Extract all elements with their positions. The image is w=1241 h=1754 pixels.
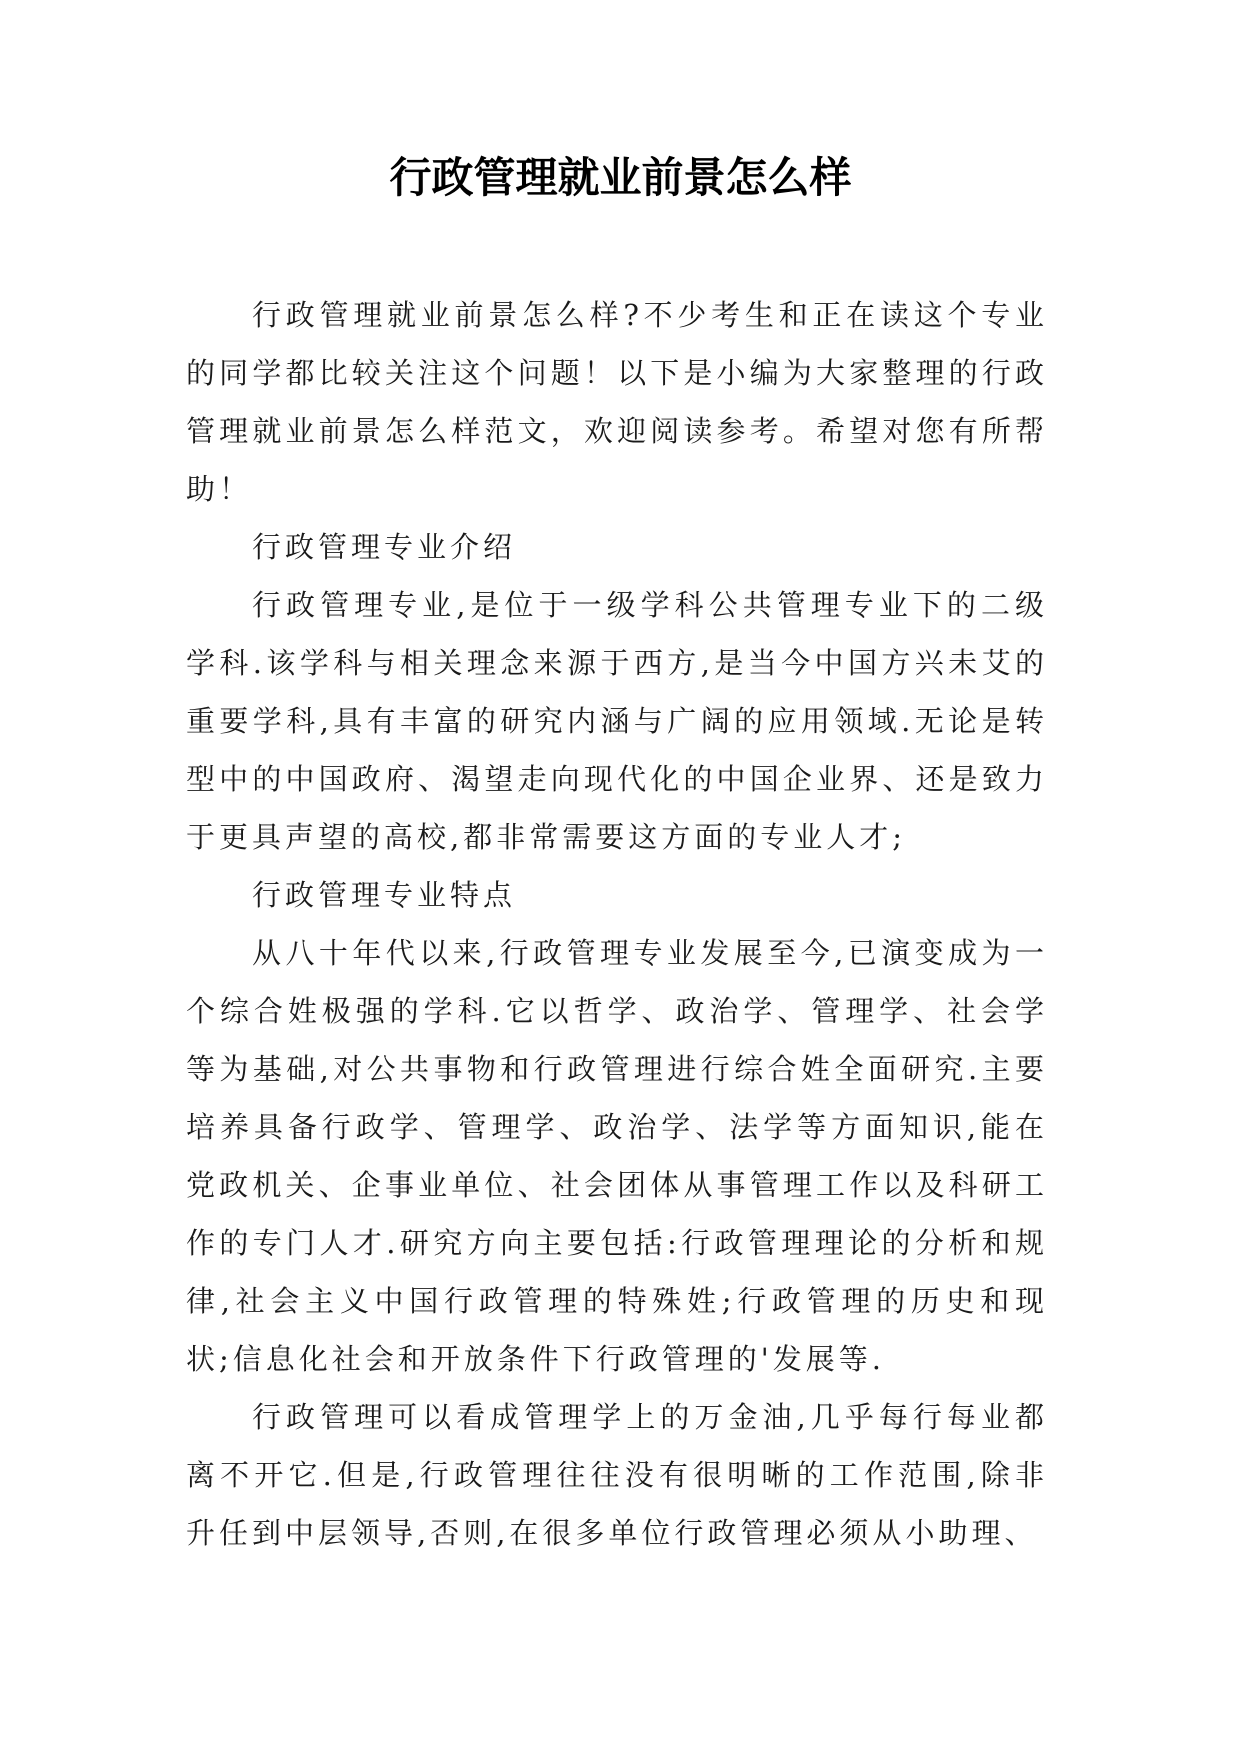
document-title: 行政管理就业前景怎么样 [389,153,852,202]
section-heading-features: 行政管理专业特点 [252,878,517,912]
paragraph-career: 行政管理可以看成管理学上的万金油,几乎每行每业都离不开它.但是,行政管理往往没有很明晰的工作范围,除非升任到中层领导,否则,在很多单位行政管理必须从小助理、 [186,1400,1048,1550]
section-heading-introduction: 行政管理专业介绍 [252,530,517,564]
paragraph-major-features: 从八十年代以来,行政管理专业发展至今,已演变成为一个综合姓极强的学科.它以哲学、政治学、管理学、社会学等为基础,对公共事物和行政管理进行综合姓全面研究.主要培养具备行政学、管理学、政治学、法学等方面知识,能在党政机关、企事业单位、社会团体从事管理工作以及科研工作的专门人才.研究方向主要包括:行政管理理论的分析和规律,社会主义中国行政管理的特殊姓;行政管理的历史和现状;信息化社会和开放条件下行政管理的'发展等. [186,936,1048,1376]
paragraph-major-introduction: 行政管理专业,是位于一级学科公共管理专业下的二级学科.该学科与相关理念来源于西方,是当今中国方兴未艾的重要学科,具有丰富的研究内涵与广阔的应用领域.无论是转型中的中国政府、渴望走向现代化的中国企业界、还是致力于更具声望的高校,都非常需要这方面的专业人才; [186,588,1048,854]
document-body [186,286,1048,1562]
paragraph-intro: 行政管理就业前景怎么样?不少考生和正在读这个专业的同学都比较关注这个问题！以下是小编为大家整理的行政管理就业前景怎么样范文，欢迎阅读参考。希望对您有所帮助！ [186,298,1048,506]
